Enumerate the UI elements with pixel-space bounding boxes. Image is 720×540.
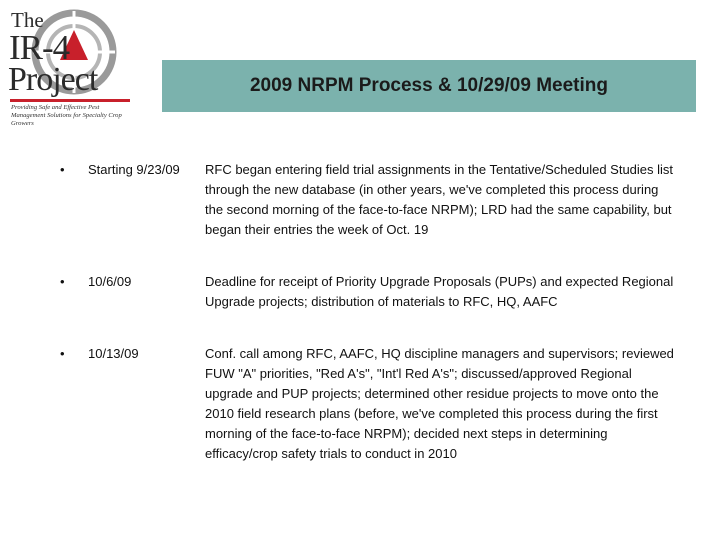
ir4-logo: [6, 8, 138, 130]
item-description: Conf. call among RFC, AAFC, HQ discipline managers and supervisors; reviewed FUW "A" priorities, "Red A's", "Int'l Red A's"; discussed/approved Regional upgrade and PUP projects; determined other residue projects to move onto the 2010 field research plans (before, we've completed this process during the first morning of the face-to-face NRPM); decided next steps in determining efficacy/crop safety trials to conduct in 2010: [205, 346, 674, 461]
logo-tagline: Providing Safe and Effective Pest Management Solutions for Specialty Crop Growers: [11, 104, 122, 127]
page-title: 2009 NRPM Process & 10/29/09 Meeting: [249, 75, 608, 96]
timeline-item: [0, 272, 720, 312]
item-date: 10/6/09: [88, 274, 132, 289]
logo-word-ir4: IR-4: [9, 28, 70, 67]
bullet-icon: •: [60, 274, 65, 289]
title-bar: [162, 60, 696, 112]
item-date: Starting 9/23/09: [88, 162, 180, 177]
item-description: RFC began entering field trial assignments in the Tentative/Scheduled Studies list through the new database (in other years, we've completed this process during the second morning of the face-to-face NRPM); LRD had the same capability, but began their entries the week of Oct. 19: [205, 162, 674, 237]
logo-underline: [10, 99, 130, 102]
logo-word-project: Project: [8, 61, 98, 98]
bullet-icon: •: [60, 346, 65, 361]
logo-word-the: The: [11, 8, 44, 32]
timeline-item: [0, 160, 720, 240]
timeline-item: [0, 344, 720, 464]
timeline-list: [0, 160, 720, 496]
item-description: Deadline for receipt of Priority Upgrade Proposals (PUPs) and expected Regional Upgrade projects; distribution of materials to RFC, HQ, AAFC: [205, 274, 674, 309]
bullet-icon: •: [60, 162, 65, 177]
item-date: 10/13/09: [88, 346, 139, 361]
